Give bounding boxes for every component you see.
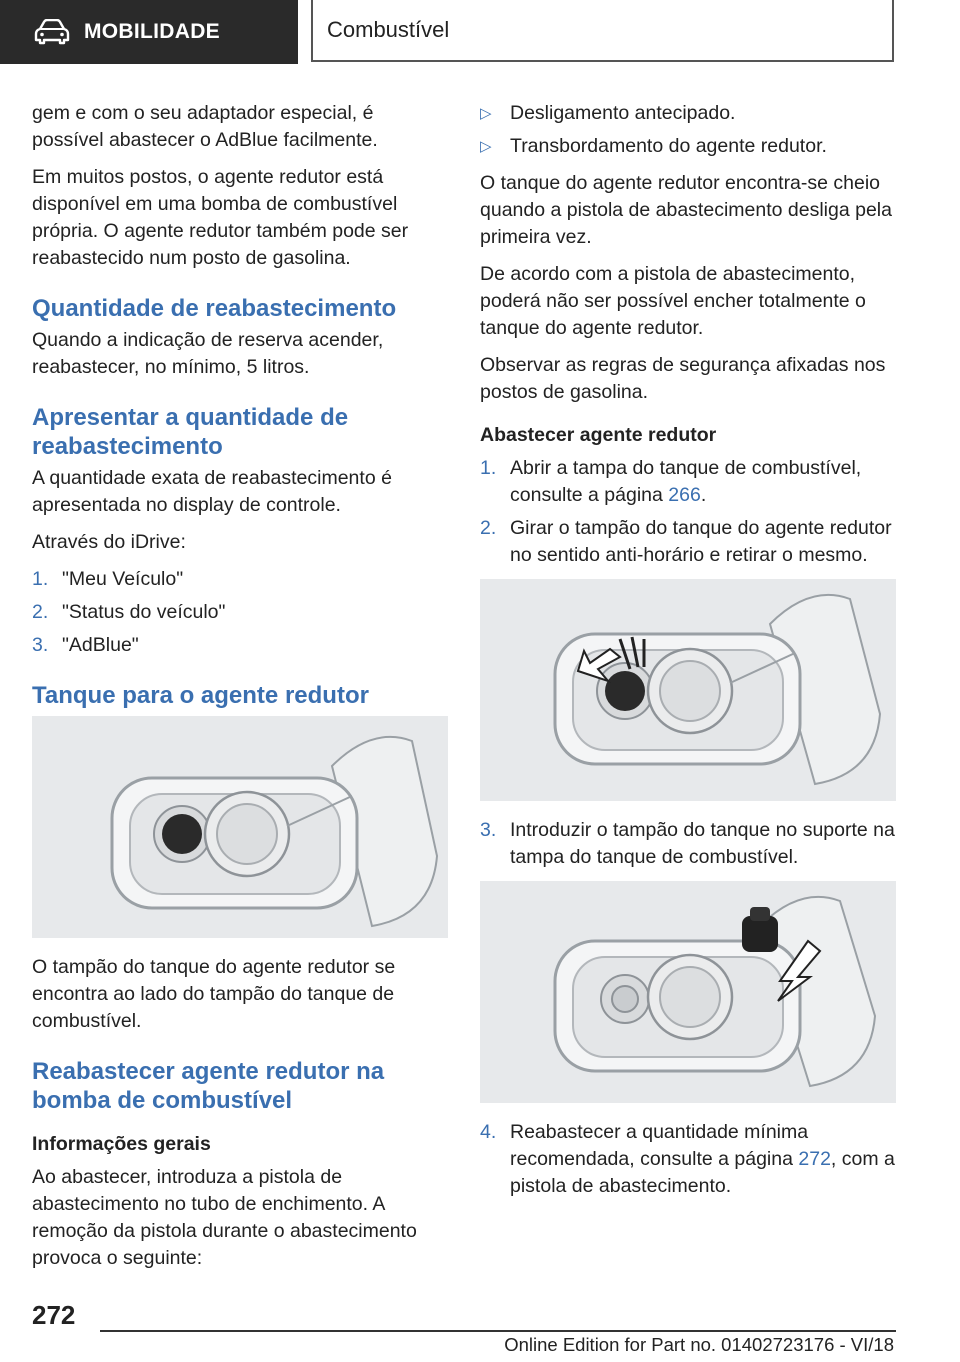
- heading-quantity: Quantidade de reabastecimento: [32, 295, 397, 322]
- step-text: "Status do veículo": [62, 601, 226, 623]
- step-number: 3.: [32, 634, 49, 656]
- turn-cap-figure: [480, 579, 896, 801]
- step-number: 1.: [32, 568, 49, 590]
- list-item: [480, 455, 896, 509]
- step-text-part: , com a pistola de abastecimento.: [510, 1148, 895, 1197]
- fill-steps-final: [480, 1119, 896, 1200]
- heading-show-quantity: Apresentar a quantidade de reabastecimento: [32, 404, 349, 460]
- step-text: [510, 1119, 896, 1200]
- step-number: 2.: [32, 601, 49, 623]
- edition-note: Online Edition for Part no. 01402723176 - VI/18: [504, 1334, 894, 1355]
- step-text: Introduzir o tampão do tanque no suporte na tampa do tanque de combustível.: [510, 819, 895, 868]
- page-number: 272: [32, 1300, 76, 1330]
- paragraph-general-info: Ao abastecer, introduza a pistola de abastecimento no tubo de enchimento. A remoção da pistola durante o abastecimento provoca o seguinte:: [32, 1166, 417, 1269]
- right-column: [480, 100, 896, 1210]
- car-icon: [34, 19, 70, 45]
- section-label: MOBILIDADE: [84, 20, 220, 43]
- step-number: 1.: [480, 457, 497, 479]
- fill-steps: [480, 455, 896, 569]
- triangle-bullet-icon: ▷: [480, 105, 492, 122]
- step-number: 2.: [480, 517, 497, 539]
- paragraph-intro: gem e com o seu adaptador especial, é possível abastecer o AdBlue facilmente.: [32, 102, 378, 151]
- step-text-part: Abrir a tampa do tanque de combustível, consulte a página: [510, 457, 862, 506]
- step-text: "AdBlue": [62, 634, 139, 656]
- heading-tank: Tanque para o agente redutor: [32, 682, 369, 709]
- paragraph-full: O tanque do agente redutor encontra-se cheio quando a pistola de abastecimento desliga pela primeira vez.: [480, 172, 892, 248]
- step-text-part: Reabastecer a quantidade mínima recomendada, consulte a página: [510, 1121, 809, 1170]
- list-item: [480, 133, 896, 160]
- left-column: [32, 100, 448, 1282]
- paragraph-idrive: Através do iDrive:: [32, 531, 186, 553]
- step-number: 4.: [480, 1121, 497, 1143]
- footer-divider: [100, 1330, 896, 1332]
- consequence-list: [480, 100, 896, 160]
- stow-cap-figure: [480, 881, 896, 1103]
- step-text: [510, 455, 896, 509]
- paragraph-tank: O tampão do tanque do agente redutor se encontra ao lado do tampão do tanque de combustível.: [32, 956, 396, 1032]
- chapter-box: [311, 0, 894, 62]
- heading-refill: Reabastecer agente redutor na bomba de combustível: [32, 1058, 385, 1114]
- bullet-text: Transbordamento do agente redutor.: [510, 135, 827, 157]
- step-text: "Meu Veículo": [62, 568, 184, 590]
- list-item: [32, 599, 448, 626]
- step-text: Girar o tampão do tanque do agente redutor no sentido anti-horário e retirar o mesmo.: [510, 517, 892, 566]
- page-link-266[interactable]: 266: [668, 484, 701, 506]
- heading-fill: Abastecer agente redutor: [480, 424, 717, 446]
- section-tab[interactable]: [0, 0, 298, 64]
- step-text-part: .: [700, 484, 707, 506]
- list-item: [32, 632, 448, 659]
- paragraph-availability: Em muitos postos, o agente redutor está disponível em uma bomba de combustível própria. O agente redutor também pode ser reabastecido num posto de gasolina.: [32, 166, 409, 269]
- tank-cap-figure: [32, 716, 448, 938]
- list-item: [32, 566, 448, 593]
- page-footer: [0, 1290, 960, 1362]
- list-item: [480, 1119, 896, 1200]
- list-item: [480, 100, 896, 127]
- idrive-steps: [32, 566, 448, 659]
- list-item: [480, 817, 896, 871]
- paragraph-quantity: Quando a indicação de reserva acender, reabastecer, no mínimo, 5 litros.: [32, 329, 384, 378]
- list-item: [480, 515, 896, 569]
- paragraph-pistol: De acordo com a pistola de abastecimento, poderá não ser possível encher totalmente o tanque do agente redutor.: [480, 263, 866, 339]
- triangle-bullet-icon: ▷: [480, 138, 492, 155]
- chapter-title: Combustível: [327, 17, 450, 42]
- step-number: 3.: [480, 819, 497, 841]
- fill-steps-continued: [480, 817, 896, 871]
- paragraph-rules: Observar as regras de segurança afixadas nos postos de gasolina.: [480, 354, 886, 403]
- page-link-272[interactable]: 272: [798, 1148, 831, 1170]
- paragraph-show-quantity: A quantidade exata de reabastecimento é apresentada no display de controle.: [32, 467, 392, 516]
- page-header: [0, 0, 960, 66]
- bullet-text: Desligamento antecipado.: [510, 102, 736, 124]
- heading-general-info: Informações gerais: [32, 1133, 211, 1155]
